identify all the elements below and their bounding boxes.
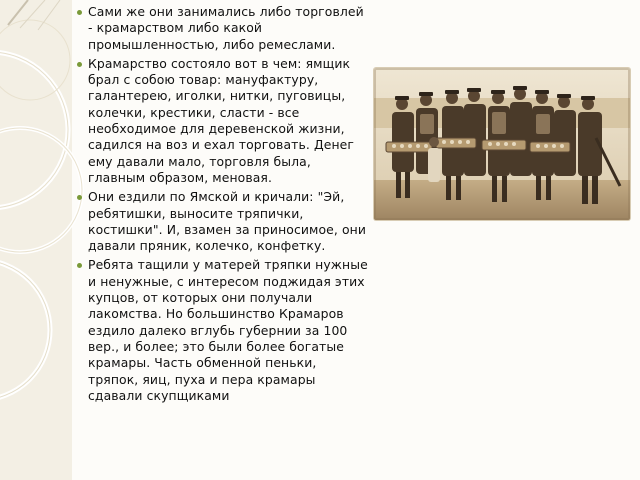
bullet-dot-icon <box>77 195 82 200</box>
paragraph-4-text: Ребята тащили у матерей тряпки нужные и ненужные, с интересом поджидая этих купцов, от которых они получали лакомства. Но большинство Крамаров ездило далеко вглубь губернии за 100 вер., и более; это были более богатые крамары. Часть обменной пеньки, тряпок, яиц, пуха и пера крамары сдавали скупщиками <box>88 257 368 403</box>
bullet-dot-icon <box>77 62 82 67</box>
paragraph-3-text: Они ездили по Ямской и кричали: "Эй, ребятишки, выносите тряпички, костишки". И, взамен за приносимое, они давали пряник, колечко, конфетку. <box>88 189 366 254</box>
sepia-photo-illustration <box>374 68 630 220</box>
paragraph-3 <box>77 189 369 254</box>
paragraph-4 <box>77 257 369 404</box>
bullet-dot-icon <box>77 263 82 268</box>
paragraph-1-text: Сами же они занимались либо торговлей - крамарством либо какой промышленностью, либо ремеслами. <box>88 4 364 52</box>
paragraph-2-text: Крамарство состояло вот в чем: ямщик брал с собою товар: мануфактуру, галантерею, иголки, нитки, пуговицы, колечки, крестики, сласти - все необходимое для деревенской жизни, садился на воз и ехал торговать. Денег ему давали мало, торговля была, главным образом, меновая. <box>88 55 354 185</box>
historical-photo-merchants <box>374 68 630 220</box>
text-column <box>77 4 369 407</box>
bullet-dot-icon <box>77 10 82 15</box>
paragraph-2 <box>77 56 369 186</box>
paragraph-1 <box>77 4 369 53</box>
